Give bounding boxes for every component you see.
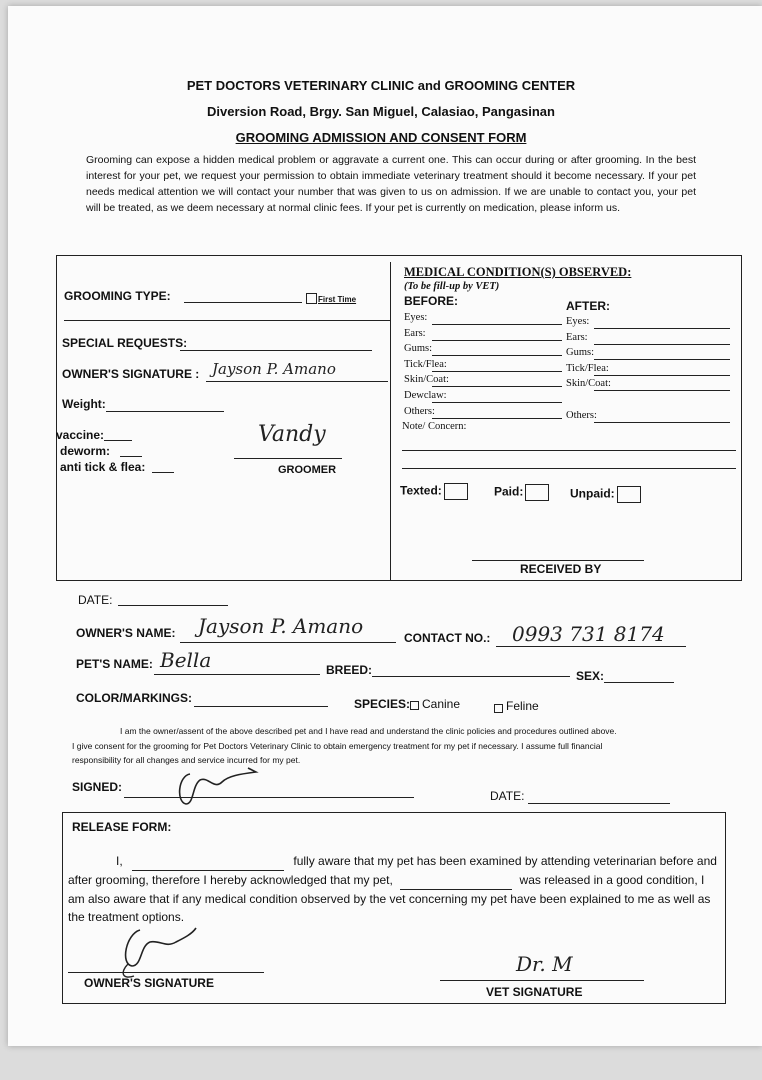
after-heading: AFTER: xyxy=(566,299,610,313)
special-requests-field[interactable] xyxy=(180,350,372,351)
first-time-label: First Time xyxy=(318,295,357,304)
pet-name-field[interactable] xyxy=(154,674,320,675)
before-label: Ears: xyxy=(404,327,426,339)
breed-field[interactable] xyxy=(372,676,570,677)
owner-signature-label: OWNER'S SIGNATURE : xyxy=(62,367,200,381)
after-label: Others: xyxy=(566,409,597,421)
consent-line-2: I give consent for the grooming for Pet Doctors Veterinary Clinic to obtain emergency treatment for my pet if necessary. I assume full financial xyxy=(72,741,603,751)
feline-checkbox[interactable] xyxy=(494,704,503,713)
before-label: Tick/Flea: xyxy=(404,358,447,370)
date-field[interactable] xyxy=(118,605,228,606)
canine-checkbox[interactable] xyxy=(410,701,419,710)
note-line-2[interactable] xyxy=(402,468,736,469)
grooming-type-field[interactable] xyxy=(184,302,302,303)
after-field[interactable] xyxy=(594,422,730,423)
before-field[interactable] xyxy=(432,340,562,341)
before-label: Gums: xyxy=(404,343,433,355)
grooming-type-line-2[interactable] xyxy=(64,320,390,321)
sex-field[interactable] xyxy=(604,682,674,683)
contact-field[interactable] xyxy=(496,646,686,647)
before-heading: BEFORE: xyxy=(404,294,458,308)
before-field[interactable] xyxy=(432,418,562,419)
breed-label: BREED: xyxy=(326,663,373,677)
signed-label: SIGNED: xyxy=(72,780,123,794)
intro-paragraph: Grooming can expose a hidden medical problem or aggravate a current one. This can occur during or after grooming. In the best interest for your pet, we request your permission to obtain immediate veterinary treatment should it become necessary. If your pet needs medical attention we will contact your number that was given to us on admission. If we are unable to contact you, your pet will be treated, as we deem necessary at normal clinic fees. If your pet is currently on medication, please inform us. xyxy=(86,154,696,214)
texted-label: Texted: xyxy=(400,483,442,498)
pet-name-label: PET'S NAME: xyxy=(76,657,153,671)
anti-tick-label: anti tick & flea: xyxy=(60,460,146,474)
owner-signature-line[interactable] xyxy=(68,972,264,973)
after-field[interactable] xyxy=(594,328,730,329)
release-text-1: fully aware that my pet has been examined by attending veterinarian before and after grooming, therefore I hereby acknowledged that my pet, xyxy=(68,854,717,887)
paid-label: Paid: xyxy=(494,484,524,499)
owner-signature-handwriting: Jayson P. Amano xyxy=(212,360,336,378)
before-label: Others: xyxy=(404,405,435,417)
note-line-1[interactable] xyxy=(402,450,736,451)
species-label: SPECIES: xyxy=(354,697,411,711)
vet-signature-handwriting: Dr. M xyxy=(516,952,573,976)
form-title: GROOMING ADMISSION AND CONSENT FORM xyxy=(235,130,527,145)
deworm-label: deworm: xyxy=(60,444,111,458)
unpaid-checkbox[interactable] xyxy=(617,486,641,503)
special-requests-label: SPECIAL REQUESTS: xyxy=(62,336,188,350)
consent-line-3: responsibility for all changes and service incurred for my pet. xyxy=(72,755,301,765)
owner-name-handwriting: Jayson P. Amano xyxy=(198,614,364,638)
after-field[interactable] xyxy=(594,344,730,345)
after-label: Eyes: xyxy=(566,316,590,327)
owner-name-field[interactable] xyxy=(180,642,396,643)
admission-box xyxy=(56,255,742,581)
before-field[interactable] xyxy=(432,355,562,356)
after-label: Tick/Flea: xyxy=(566,362,609,374)
vaccine-field[interactable] xyxy=(104,440,132,441)
release-pet-field[interactable] xyxy=(400,871,512,890)
release-paragraph xyxy=(68,852,720,926)
texted-checkbox[interactable] xyxy=(444,483,468,500)
canine-label: Canine xyxy=(422,697,461,711)
first-time-checkbox[interactable] xyxy=(306,293,317,304)
release-i: I, xyxy=(116,854,123,868)
before-field[interactable] xyxy=(432,402,562,403)
groomer-handwriting: Vandy xyxy=(258,422,326,447)
before-label: Eyes: xyxy=(404,312,428,323)
groomer-line[interactable] xyxy=(234,458,342,459)
after-field[interactable] xyxy=(594,390,730,391)
medical-title: MEDICAL CONDITION(S) OBSERVED: xyxy=(404,265,632,279)
weight-field[interactable] xyxy=(106,411,224,412)
release-title: RELEASE FORM: xyxy=(72,820,172,834)
color-field[interactable] xyxy=(194,706,328,707)
vaccine-label: vaccine: xyxy=(56,428,105,442)
consent-date-field[interactable] xyxy=(528,803,670,804)
owner-name-label: OWNER'S NAME: xyxy=(76,626,176,640)
after-label: Gums: xyxy=(566,347,595,359)
signed-signature xyxy=(170,766,270,810)
paid-checkbox[interactable] xyxy=(525,484,549,501)
medical-subtitle: (To be fill-up by VET) xyxy=(404,281,500,292)
after-field[interactable] xyxy=(594,375,730,376)
after-label: Skin/Coat: xyxy=(566,378,611,390)
date-label: DATE: xyxy=(78,593,113,607)
clinic-name: PET DOCTORS VETERINARY CLINIC and GROOMING CENTER xyxy=(186,78,576,93)
before-label: Skin/Coat: xyxy=(404,374,449,386)
before-field[interactable] xyxy=(432,371,562,372)
release-text-2: was released in a good condition, I am also aware that if any medical condition observed by the vet concerning my pet have been explained to me as well as the treatment options. xyxy=(68,873,711,924)
before-label: Dewclaw: xyxy=(404,390,447,401)
release-name-field[interactable] xyxy=(132,852,284,871)
paid-row xyxy=(494,484,549,501)
unpaid-label: Unpaid: xyxy=(570,486,615,501)
color-label: COLOR/MARKINGS: xyxy=(76,691,192,705)
release-owner-signature-label: OWNER'S SIGNATURE xyxy=(84,976,214,990)
pet-name-handwriting: Bella xyxy=(160,648,212,672)
contact-handwriting: 0993 731 8174 xyxy=(512,622,665,646)
before-field[interactable] xyxy=(432,324,562,325)
consent-date-label: DATE: xyxy=(490,789,525,803)
after-field[interactable] xyxy=(594,359,730,360)
grooming-type-label: GROOMING TYPE: xyxy=(64,289,171,303)
vet-signature-line[interactable] xyxy=(440,980,644,981)
note-label: Note/ Concern: xyxy=(402,421,467,432)
owner-signature-field[interactable] xyxy=(206,381,388,382)
groomer-label: GROOMER xyxy=(278,464,337,476)
consent-line-1: I am the owner/assent of the above described pet and I have read and understand the clinic policies and procedures outlined above. xyxy=(120,726,617,736)
sex-label: SEX: xyxy=(576,669,605,683)
column-divider xyxy=(390,262,391,580)
clinic-address: Diversion Road, Brgy. San Miguel, Calasiao, Pangasinan xyxy=(207,104,555,119)
texted-row xyxy=(400,483,468,500)
unpaid-row xyxy=(570,486,641,503)
before-field[interactable] xyxy=(432,386,562,387)
feline-label: Feline xyxy=(506,699,539,713)
deworm-field[interactable] xyxy=(120,456,142,457)
received-by-line[interactable] xyxy=(472,560,644,561)
received-by-label: RECEIVED BY xyxy=(520,562,602,576)
contact-label: CONTACT NO.: xyxy=(404,631,491,645)
after-label: Ears: xyxy=(566,331,588,343)
anti-tick-field[interactable] xyxy=(152,472,174,473)
weight-label: Weight: xyxy=(62,397,106,411)
vet-signature-label: VET SIGNATURE xyxy=(486,985,583,999)
